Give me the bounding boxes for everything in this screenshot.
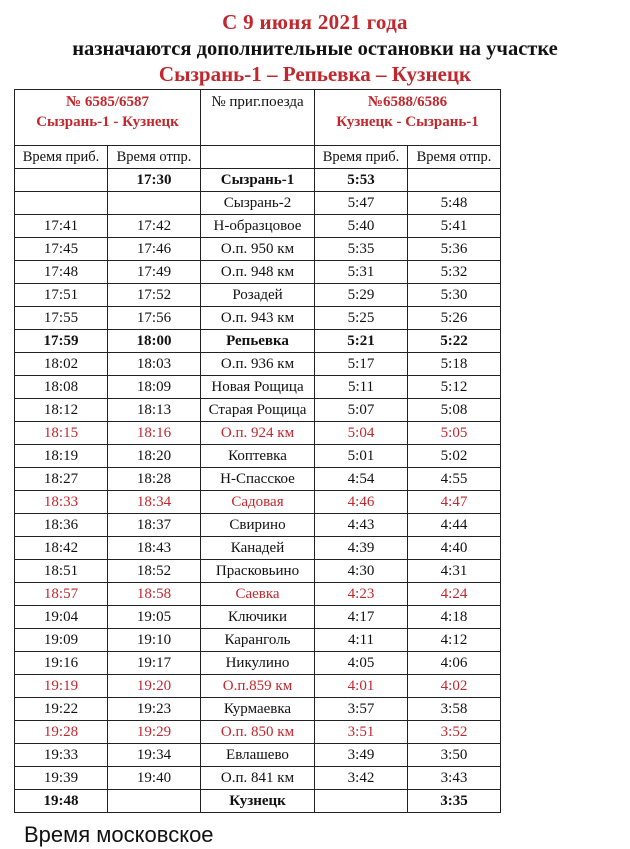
table-row xyxy=(15,445,501,468)
col-arrive-return: Время приб. xyxy=(315,146,408,169)
arrive-return: 3:42 xyxy=(315,767,408,790)
depart-return: 5:26 xyxy=(408,307,501,330)
depart-return: 4:31 xyxy=(408,560,501,583)
depart-outbound: 17:46 xyxy=(108,238,201,261)
train-return-header xyxy=(315,90,501,146)
station-name: Розадей xyxy=(201,284,315,307)
arrive-return: 4:17 xyxy=(315,606,408,629)
depart-outbound: 18:16 xyxy=(108,422,201,445)
depart-return: 5:32 xyxy=(408,261,501,284)
schedule-subtitle: назначаются дополнительные остановки на участке xyxy=(72,38,558,60)
depart-return: 4:12 xyxy=(408,629,501,652)
depart-return: 4:18 xyxy=(408,606,501,629)
arrive-outbound: 17:51 xyxy=(15,284,108,307)
depart-outbound: 18:37 xyxy=(108,514,201,537)
arrive-outbound: 18:42 xyxy=(15,537,108,560)
arrive-outbound: 19:39 xyxy=(15,767,108,790)
arrive-outbound: 19:48 xyxy=(15,790,108,813)
depart-return: 5:05 xyxy=(408,422,501,445)
arrive-return: 5:35 xyxy=(315,238,408,261)
arrive-outbound: 18:57 xyxy=(15,583,108,606)
station-name: Н-образцовое xyxy=(201,215,315,238)
depart-outbound xyxy=(108,192,201,215)
arrive-outbound: 19:33 xyxy=(15,744,108,767)
arrive-return: 4:54 xyxy=(315,468,408,491)
depart-outbound: 19:10 xyxy=(108,629,201,652)
table-row xyxy=(15,215,501,238)
table-row xyxy=(15,192,501,215)
arrive-return: 4:11 xyxy=(315,629,408,652)
table-row xyxy=(15,261,501,284)
table-row xyxy=(15,376,501,399)
arrive-return: 5:11 xyxy=(315,376,408,399)
arrive-outbound: 19:22 xyxy=(15,698,108,721)
station-name: Саевка xyxy=(201,583,315,606)
table-row xyxy=(15,468,501,491)
depart-return: 3:50 xyxy=(408,744,501,767)
depart-outbound: 17:30 xyxy=(108,169,201,192)
col-depart-return: Время отпр. xyxy=(408,146,501,169)
train-return-route: Кузнецк - Сызрань-1 xyxy=(336,114,479,130)
depart-return: 4:24 xyxy=(408,583,501,606)
depart-return: 4:40 xyxy=(408,537,501,560)
depart-return: 5:12 xyxy=(408,376,501,399)
arrive-return: 5:01 xyxy=(315,445,408,468)
depart-outbound: 18:20 xyxy=(108,445,201,468)
table-row xyxy=(15,307,501,330)
table-row xyxy=(15,238,501,261)
station-name: Ключики xyxy=(201,606,315,629)
arrive-return: 5:29 xyxy=(315,284,408,307)
station-name: О.п. 936 км xyxy=(201,353,315,376)
depart-outbound: 19:40 xyxy=(108,767,201,790)
depart-outbound: 19:29 xyxy=(108,721,201,744)
arrive-return: 3:49 xyxy=(315,744,408,767)
depart-return: 3:52 xyxy=(408,721,501,744)
arrive-outbound: 19:09 xyxy=(15,629,108,652)
table-row xyxy=(15,698,501,721)
timetable xyxy=(14,89,501,813)
station-name: Канадей xyxy=(201,537,315,560)
arrive-return: 4:43 xyxy=(315,514,408,537)
arrive-return: 3:51 xyxy=(315,721,408,744)
depart-outbound xyxy=(108,790,201,813)
depart-return: 3:35 xyxy=(408,790,501,813)
arrive-return: 5:21 xyxy=(315,330,408,353)
depart-return: 3:43 xyxy=(408,767,501,790)
station-name: Сызрань-1 xyxy=(201,169,315,192)
train-outbound-header xyxy=(15,90,201,146)
depart-outbound: 18:43 xyxy=(108,537,201,560)
depart-return: 5:36 xyxy=(408,238,501,261)
arrive-outbound: 17:59 xyxy=(15,330,108,353)
station-name: О.п. 841 км xyxy=(201,767,315,790)
route-title: Сызрань-1 – Репьевка – Кузнецк xyxy=(158,62,472,86)
col-station-blank xyxy=(201,146,315,169)
table-row xyxy=(15,537,501,560)
arrive-return: 4:05 xyxy=(315,652,408,675)
table-row xyxy=(15,606,501,629)
station-name: О.п. 924 км xyxy=(201,422,315,445)
table-row xyxy=(15,422,501,445)
depart-outbound: 18:58 xyxy=(108,583,201,606)
table-row xyxy=(15,583,501,606)
train-outbound-route: Сызрань-1 - Кузнецк xyxy=(36,114,179,130)
depart-return: 5:02 xyxy=(408,445,501,468)
depart-return: 5:22 xyxy=(408,330,501,353)
depart-outbound: 19:23 xyxy=(108,698,201,721)
depart-return: 5:41 xyxy=(408,215,501,238)
depart-return: 4:55 xyxy=(408,468,501,491)
train-return-number: №6588/6586 xyxy=(367,94,448,110)
depart-return: 4:02 xyxy=(408,675,501,698)
table-row xyxy=(15,790,501,813)
arrive-return: 4:46 xyxy=(315,491,408,514)
depart-outbound: 18:52 xyxy=(108,560,201,583)
arrive-return: 5:31 xyxy=(315,261,408,284)
timetable-header-row xyxy=(15,90,501,146)
depart-outbound: 18:00 xyxy=(108,330,201,353)
station-name: Кузнецк xyxy=(201,790,315,813)
timezone-note: Время московское xyxy=(24,822,214,847)
arrive-return: 5:17 xyxy=(315,353,408,376)
arrive-return: 5:04 xyxy=(315,422,408,445)
depart-outbound: 17:56 xyxy=(108,307,201,330)
arrive-return: 4:01 xyxy=(315,675,408,698)
table-row xyxy=(15,169,501,192)
train-outbound-number: № 6585/6587 xyxy=(66,94,149,110)
arrive-return: 4:30 xyxy=(315,560,408,583)
arrive-outbound: 18:02 xyxy=(15,353,108,376)
arrive-outbound: 17:55 xyxy=(15,307,108,330)
depart-outbound: 19:20 xyxy=(108,675,201,698)
depart-return: 4:06 xyxy=(408,652,501,675)
station-name: Прасковьино xyxy=(201,560,315,583)
table-row xyxy=(15,353,501,376)
station-name: Каранголь xyxy=(201,629,315,652)
arrive-outbound: 18:27 xyxy=(15,468,108,491)
table-row xyxy=(15,652,501,675)
depart-outbound: 17:49 xyxy=(108,261,201,284)
arrive-outbound: 19:16 xyxy=(15,652,108,675)
station-name: Новая Рощица xyxy=(201,376,315,399)
arrive-outbound: 18:08 xyxy=(15,376,108,399)
station-name: Никулино xyxy=(201,652,315,675)
arrive-outbound xyxy=(15,169,108,192)
arrive-return: 4:23 xyxy=(315,583,408,606)
depart-return: 4:44 xyxy=(408,514,501,537)
arrive-return: 5:40 xyxy=(315,215,408,238)
arrive-return: 5:25 xyxy=(315,307,408,330)
depart-return xyxy=(408,169,501,192)
depart-outbound: 18:28 xyxy=(108,468,201,491)
arrive-outbound: 18:51 xyxy=(15,560,108,583)
depart-return: 5:08 xyxy=(408,399,501,422)
arrive-outbound: 19:19 xyxy=(15,675,108,698)
col-arrive-outbound: Время приб. xyxy=(15,146,108,169)
table-row xyxy=(15,491,501,514)
depart-outbound: 17:52 xyxy=(108,284,201,307)
depart-return: 3:58 xyxy=(408,698,501,721)
arrive-outbound: 19:28 xyxy=(15,721,108,744)
table-row xyxy=(15,744,501,767)
table-row xyxy=(15,560,501,583)
station-name: О.п. 950 км xyxy=(201,238,315,261)
table-row xyxy=(15,514,501,537)
arrive-return: 4:39 xyxy=(315,537,408,560)
station-name: О.п. 850 км xyxy=(201,721,315,744)
depart-outbound: 19:34 xyxy=(108,744,201,767)
arrive-outbound xyxy=(15,192,108,215)
station-name: О.п. 943 км xyxy=(201,307,315,330)
arrive-outbound: 18:15 xyxy=(15,422,108,445)
table-row xyxy=(15,721,501,744)
station-name: О.п.859 км xyxy=(201,675,315,698)
arrive-outbound: 18:33 xyxy=(15,491,108,514)
arrive-outbound: 17:45 xyxy=(15,238,108,261)
arrive-outbound: 17:48 xyxy=(15,261,108,284)
station-name: Курмаевка xyxy=(201,698,315,721)
arrive-return: 5:47 xyxy=(315,192,408,215)
station-name: Садовая xyxy=(201,491,315,514)
depart-outbound: 18:34 xyxy=(108,491,201,514)
depart-return: 4:47 xyxy=(408,491,501,514)
table-row xyxy=(15,767,501,790)
arrive-outbound: 18:12 xyxy=(15,399,108,422)
depart-return: 5:18 xyxy=(408,353,501,376)
arrive-outbound: 17:41 xyxy=(15,215,108,238)
station-name: Н-Спасское xyxy=(201,468,315,491)
depart-outbound: 18:13 xyxy=(108,399,201,422)
depart-outbound: 19:17 xyxy=(108,652,201,675)
depart-return: 5:30 xyxy=(408,284,501,307)
table-row xyxy=(15,330,501,353)
station-name: Репьевка xyxy=(201,330,315,353)
arrive-return xyxy=(315,790,408,813)
station-name: Старая Рощица xyxy=(201,399,315,422)
table-row xyxy=(15,675,501,698)
arrive-outbound: 18:36 xyxy=(15,514,108,537)
station-name: Евлашево xyxy=(201,744,315,767)
depart-outbound: 17:42 xyxy=(108,215,201,238)
station-name: Сызрань-2 xyxy=(201,192,315,215)
train-number-header: № приг.поезда xyxy=(201,90,315,146)
schedule-date-title: С 9 июня 2021 года xyxy=(222,10,408,34)
col-depart-outbound: Время отпр. xyxy=(108,146,201,169)
arrive-return: 3:57 xyxy=(315,698,408,721)
arrive-outbound: 18:19 xyxy=(15,445,108,468)
table-row xyxy=(15,629,501,652)
arrive-outbound: 19:04 xyxy=(15,606,108,629)
station-name: Коптевка xyxy=(201,445,315,468)
timetable-subheader-row xyxy=(15,146,501,169)
table-row xyxy=(15,284,501,307)
station-name: О.п. 948 км xyxy=(201,261,315,284)
station-name: Свирино xyxy=(201,514,315,537)
arrive-return: 5:53 xyxy=(315,169,408,192)
table-row xyxy=(15,399,501,422)
arrive-return: 5:07 xyxy=(315,399,408,422)
depart-outbound: 18:09 xyxy=(108,376,201,399)
depart-outbound: 18:03 xyxy=(108,353,201,376)
depart-return: 5:48 xyxy=(408,192,501,215)
depart-outbound: 19:05 xyxy=(108,606,201,629)
